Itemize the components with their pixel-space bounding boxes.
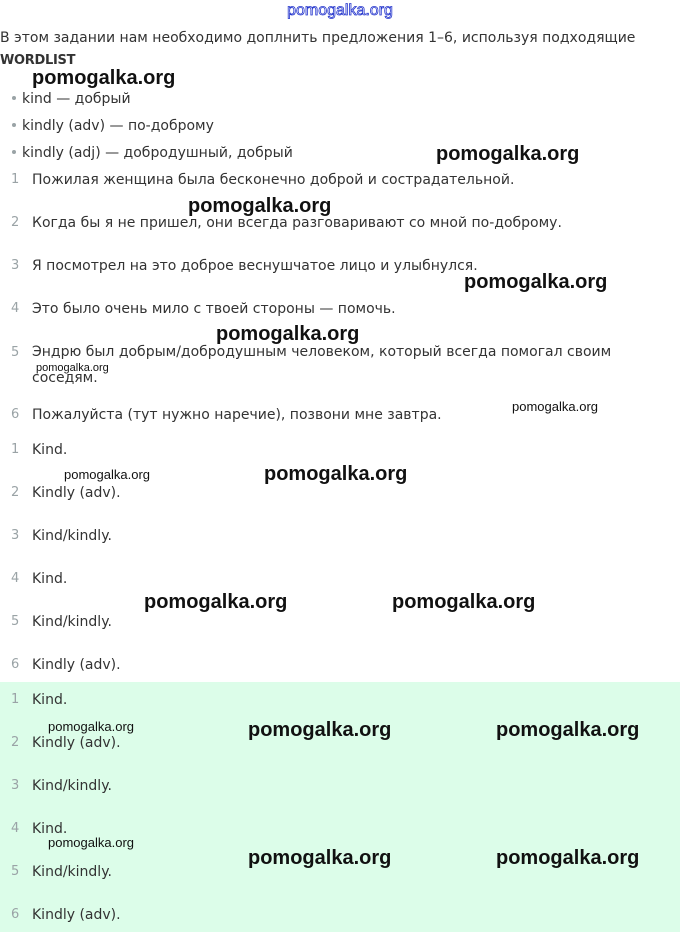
item-number: 4 bbox=[11, 301, 20, 316]
item-text: Kind/kindly. bbox=[32, 614, 112, 630]
watermark: pomogalka.org bbox=[64, 467, 150, 482]
watermark: pomogalka.org bbox=[216, 323, 360, 345]
item-number: 5 bbox=[11, 345, 20, 360]
watermark: pomogalka.org bbox=[48, 835, 134, 850]
watermark: pomogalka.org bbox=[48, 719, 134, 734]
item-number: 6 bbox=[11, 407, 20, 422]
watermark: pomogalka.org bbox=[32, 67, 176, 89]
wordlist-heading: WORDLIST bbox=[0, 53, 76, 68]
item-text: Это было очень мило с твоей стороны — помочь. bbox=[32, 301, 396, 317]
watermark: pomogalka.org bbox=[36, 362, 109, 374]
item-text: Kind. bbox=[32, 692, 68, 708]
item-number: 3 bbox=[11, 778, 20, 793]
item-text: Kind. bbox=[32, 571, 68, 587]
bullet-icon bbox=[12, 123, 16, 127]
item-text: Kindly (adv). bbox=[32, 907, 121, 923]
item-number: 1 bbox=[11, 172, 20, 187]
watermark: pomogalka.org bbox=[248, 719, 392, 741]
item-number: 5 bbox=[11, 614, 20, 629]
item-number: 3 bbox=[11, 258, 20, 273]
item-number: 2 bbox=[11, 215, 20, 230]
watermark: pomogalka.org bbox=[512, 399, 598, 414]
item-number: 3 bbox=[11, 528, 20, 543]
item-number: 2 bbox=[11, 485, 20, 500]
watermark: pomogalka.org bbox=[496, 719, 640, 741]
bullet-icon bbox=[12, 150, 16, 154]
wordlist-item bbox=[12, 145, 293, 161]
site-header-link[interactable]: pomogalka.org bbox=[287, 2, 393, 19]
wordlist-item bbox=[12, 118, 214, 134]
wordlist-item-text: kindly (adj) — добродушный, добрый bbox=[22, 145, 293, 161]
item-text: Kind. bbox=[32, 821, 68, 837]
watermark: pomogalka.org bbox=[464, 271, 608, 293]
wordlist-item-text: kind — добрый bbox=[22, 91, 131, 107]
item-number: 6 bbox=[11, 657, 20, 672]
item-text: Kindly (adv). bbox=[32, 485, 121, 501]
watermark: pomogalka.org bbox=[436, 143, 580, 165]
watermark: pomogalka.org bbox=[248, 847, 392, 869]
item-text: Пожилая женщина была бесконечно доброй и сострадательной. bbox=[32, 172, 515, 188]
item-number: 1 bbox=[11, 692, 20, 707]
watermark: pomogalka.org bbox=[188, 195, 332, 217]
intro-text: В этом задании нам необходимо доплнить предложения 1–6, используя подходящие bbox=[0, 30, 636, 46]
watermark: pomogalka.org bbox=[144, 591, 288, 613]
item-number: 4 bbox=[11, 571, 20, 586]
bullet-icon bbox=[12, 96, 16, 100]
watermark: pomogalka.org bbox=[496, 847, 640, 869]
item-number: 1 bbox=[11, 442, 20, 457]
item-text: Kind/kindly. bbox=[32, 528, 112, 544]
watermark: pomogalka.org bbox=[264, 463, 408, 485]
item-number: 2 bbox=[11, 735, 20, 750]
item-text: Kind. bbox=[32, 442, 68, 458]
item-text: Я посмотрел на это доброе веснушчатое лицо и улыбнулся. bbox=[32, 258, 478, 274]
wordlist-item-text: kindly (adv) — по-доброму bbox=[22, 118, 214, 134]
item-number: 6 bbox=[11, 907, 20, 922]
item-number: 5 bbox=[11, 864, 20, 879]
item-number: 4 bbox=[11, 821, 20, 836]
item-text: Kind/kindly. bbox=[32, 864, 112, 880]
item-text: Пожалуйста (тут нужно наречие), позвони мне завтра. bbox=[32, 407, 442, 423]
item-text: Kindly (adv). bbox=[32, 657, 121, 673]
item-text: Эндрю был добрым/добродушным человеком, который всегда помогал своим соседям. bbox=[32, 344, 612, 386]
wordlist-item bbox=[12, 91, 131, 107]
item-text: Когда бы я не пришел, они всегда разговаривают со мной по-доброму. bbox=[32, 215, 562, 231]
item-text: Kind/kindly. bbox=[32, 778, 112, 794]
watermark: pomogalka.org bbox=[392, 591, 536, 613]
item-text: Kindly (adv). bbox=[32, 735, 121, 751]
